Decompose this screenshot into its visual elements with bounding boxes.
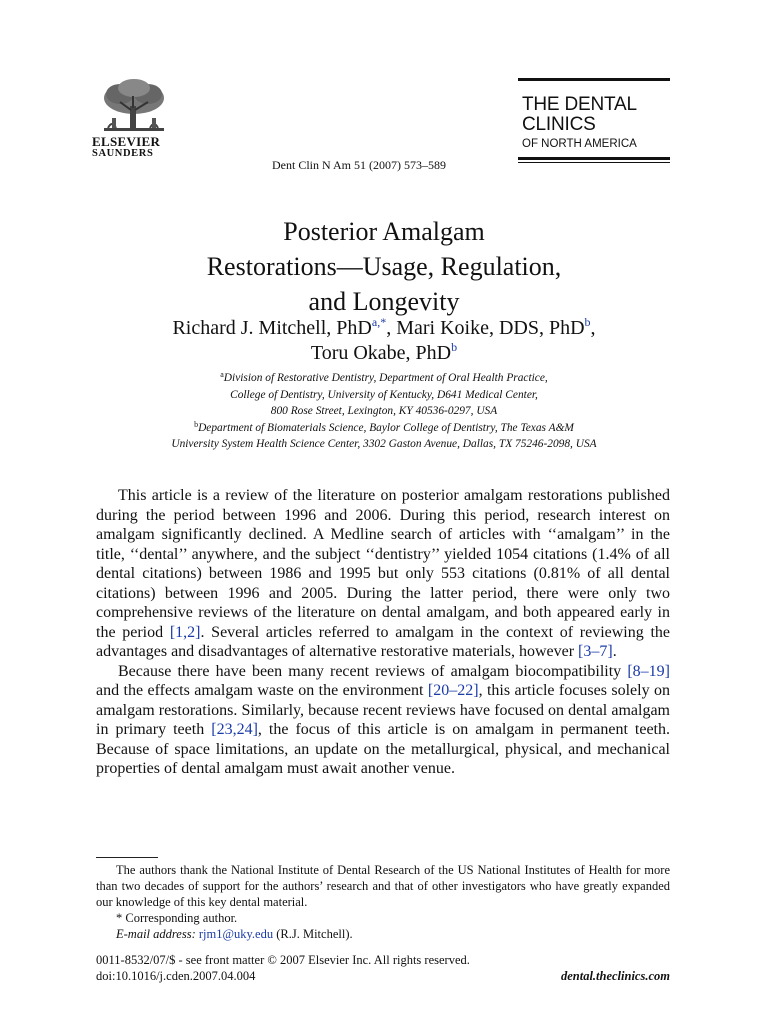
- title-line-1: Posterior Amalgam: [283, 217, 485, 246]
- copyright-block: [96, 952, 470, 984]
- affil-a-marker: a: [220, 370, 224, 379]
- p1-text-2: . Several articles referred to amalgam in the context of reviewing the advantages and disadvantages of alternative restorative materials, however: [96, 623, 671, 660]
- p2-text-4: , the focus of this article is on amalgam in permanent teeth. Because of space limitations, an update on the metallurgical, physical, and mechanical properties of dental amalgam must await another venue.: [96, 721, 671, 777]
- email-label: E-mail address:: [116, 927, 196, 941]
- affil-b-line2: University System Health Science Center, 3302 Gaston Avenue, Dallas, TX 75246-2098, USA: [171, 438, 597, 450]
- footnote-divider: [96, 857, 158, 858]
- affiliations: [60, 370, 708, 453]
- footnotes: [96, 862, 670, 942]
- author-koike: , Mari Koike, DDS, PhD: [386, 317, 585, 339]
- journal-bottom-thin-rule: [518, 162, 670, 163]
- elsevier-tree-icon: [98, 78, 170, 136]
- author-mitchell: Richard J. Mitchell, PhD: [172, 317, 372, 339]
- email-suffix: (R.J. Mitchell).: [273, 927, 353, 941]
- affil-b-marker: b: [194, 419, 199, 429]
- doi-line: doi:10.1016/j.cden.2007.04.004: [96, 969, 256, 983]
- article-title: [60, 214, 708, 319]
- publisher-imprint: SAUNDERS: [92, 148, 154, 159]
- journal-logo: [518, 78, 670, 163]
- journal-citation: Dent Clin N Am 51 (2007) 573–589: [272, 158, 446, 172]
- p2-text-1: Because there have been many recent reviews of amalgam biocompatibility: [118, 662, 628, 680]
- email-link[interactable]: rjm1@uky.edu: [198, 927, 274, 941]
- ref-link-20-22[interactable]: [20–22]: [427, 682, 479, 699]
- publisher-logo: [94, 78, 174, 160]
- copyright-line: 0011-8532/07/$ - see front matter © 2007 Elsevier Inc. All rights reserved.: [96, 953, 470, 967]
- p1-text-1: This article is a review of the literature on posterior amalgam restorations published during the period between 1996 and 2006. During this period, research interest on amalgam significantly declined. A Medline search of articles with ‘‘amalgam’’ in the title, ‘‘dental’’ anywhere, and the subject ‘‘dentistry’’ yielded 1054 citations (1.4% of all dental citations) between 1986 and 1995 but only 553 citations (0.81% of all dental citations) between 1996 and 2005. During the latter period, there were only two comprehensive reviews of the literature on dental amalgam, and both appeared early in the period: [96, 487, 670, 641]
- journal-bottom-rule: [518, 157, 670, 160]
- affil-a-line2: College of Dentistry, University of Kentucky, D641 Medical Center,: [230, 388, 538, 401]
- email-note: [96, 926, 670, 942]
- journal-top-rule: [518, 78, 670, 81]
- affil-a-line1: Division of Restorative Dentistry, Department of Oral Health Practice,: [223, 372, 548, 384]
- body-paragraph-2: [96, 662, 670, 779]
- p1-text-3: .: [612, 643, 617, 660]
- author-list: [60, 316, 708, 366]
- author-okabe-affil-link[interactable]: b: [451, 340, 458, 354]
- body-paragraph-1: [96, 486, 670, 662]
- affil-b-line1: Department of Biomaterials Science, Baylor College of Dentistry, The Texas A&M: [198, 421, 574, 434]
- ref-link-8-19[interactable]: [8–19]: [627, 662, 670, 680]
- ref-link-1-2[interactable]: [1,2]: [169, 623, 201, 641]
- corresponding-author-note: * Corresponding author.: [116, 911, 238, 925]
- ref-link-23-24[interactable]: [23,24]: [211, 721, 258, 738]
- title-line-3: and Longevity: [308, 287, 460, 316]
- publisher-name: ELSEVIER: [92, 134, 161, 149]
- article-body: [96, 486, 670, 779]
- title-line-2: Restorations—Usage, Regulation,: [206, 252, 562, 281]
- author-okabe: Toru Okabe, PhD: [310, 342, 452, 364]
- p2-text-3: , this article focuses solely on amalgam restorations. Similarly, because recent reviews have focused on dental amalgam in primary teeth: [96, 682, 670, 738]
- journal-title-line1: THE DENTAL: [522, 94, 637, 115]
- journal-website-link[interactable]: dental.theclinics.com: [560, 969, 670, 983]
- p2-text-2: and the effects amalgam waste on the environment: [96, 682, 428, 699]
- acknowledgment-note: The authors thank the National Institute of Dental Research of the US National Institutes of Health for more than two decades of support for the authors’ research and that of other investigators who have greatly expanded our knowledge of this key dental material.: [96, 863, 670, 909]
- journal-subtitle: OF NORTH AMERICA: [522, 138, 637, 150]
- author-mitchell-affil-link[interactable]: a,*: [371, 315, 387, 329]
- author-koike-affil-link[interactable]: b: [584, 315, 591, 329]
- affil-a-line3: 800 Rose Street, Lexington, KY 40536-0297, USA: [270, 405, 498, 417]
- ref-link-3-7[interactable]: [3–7]: [578, 643, 613, 660]
- journal-title-line2: CLINICS: [522, 114, 596, 135]
- author-separator: ,: [590, 317, 596, 339]
